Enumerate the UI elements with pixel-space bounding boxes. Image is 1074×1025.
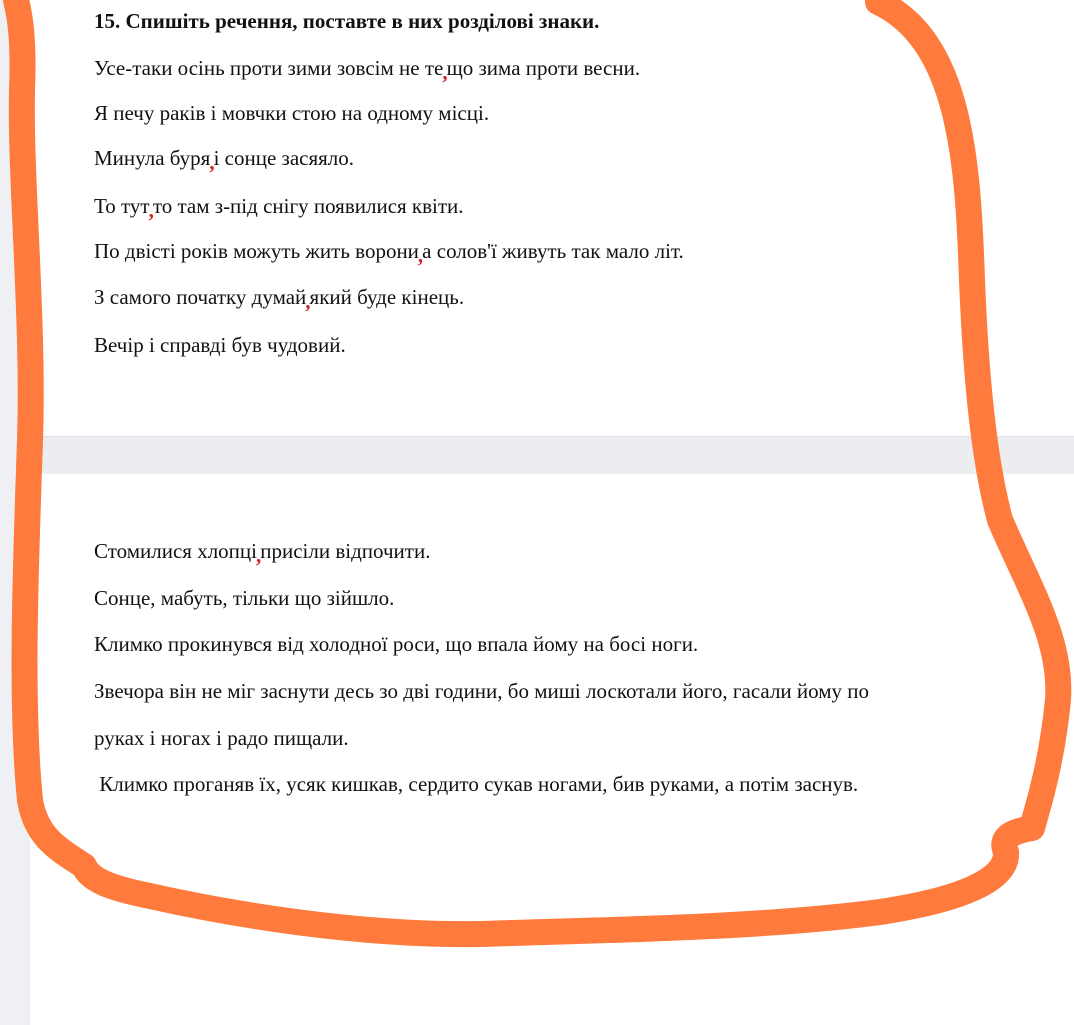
sentence-8 (94, 538, 431, 567)
document-page-1 (30, 0, 1074, 436)
sentence-4-part-a: То тут (94, 194, 150, 218)
sentence-7: Вечір і справді був чудовий. (94, 333, 346, 357)
sentence-5 (94, 238, 684, 267)
sentence-6-part-b: який буде кінець. (309, 285, 465, 309)
sentence-9: Сонце, мабуть, тільки що зійшло. (94, 586, 395, 610)
red-comma-mark: , (148, 198, 154, 222)
red-comma-mark: , (256, 543, 262, 567)
sentence-8-part-a: Стомилися хлопці (94, 539, 257, 563)
red-comma-mark: , (305, 289, 311, 313)
sentence-3-part-b: і сонце засяяло. (213, 146, 355, 170)
sentence-6 (94, 284, 465, 313)
sentence-4 (94, 193, 464, 222)
sentence-1 (94, 55, 641, 84)
sentence-2: Я печу раків і мовчки стою на одному місці. (94, 101, 490, 125)
sentence-10: Климко прокинувся від холодної роси, що впала йому на босі ноги. (94, 632, 699, 656)
sentence-6-part-a: З самого початку думай (94, 285, 307, 309)
sentence-3 (94, 145, 355, 174)
sentence-3-part-a: Минула буря (94, 146, 211, 170)
sentence-1-part-b: що зима проти весни. (446, 56, 641, 80)
sentence-5-part-b: а солов'ї живуть так мало літ. (422, 239, 684, 263)
sentence-8-part-b: присіли відпочити. (260, 539, 431, 563)
page-separator (30, 436, 1074, 475)
document-page-2 (30, 474, 1074, 1025)
sentence-11-line-1: Звечора він не міг заснути десь зо дві години, бо миші лоскотали його, гасали йому по (94, 679, 870, 703)
red-comma-mark: , (209, 150, 215, 174)
red-comma-mark: , (442, 60, 448, 84)
red-comma-mark: , (417, 243, 424, 267)
sentence-12: Климко проганяв їх, усяк кишкав, сердито сукав ногами, бив руками, а потім заснув. (94, 772, 859, 796)
sentence-1-part-a: Усе-таки осінь проти зими зовсім не те (94, 56, 444, 80)
sentence-5-part-a: По двісті років можуть жить ворони (94, 239, 419, 263)
sentence-4-part-b: то там з-під снігу появилися квіти. (152, 194, 464, 218)
exercise-heading: 15. Спишіть речення, поставте в них розділові знаки. (94, 9, 600, 33)
viewer-left-gutter (0, 0, 30, 1025)
sentence-11-line-2: руках і ногах і радо пищали. (94, 726, 349, 750)
